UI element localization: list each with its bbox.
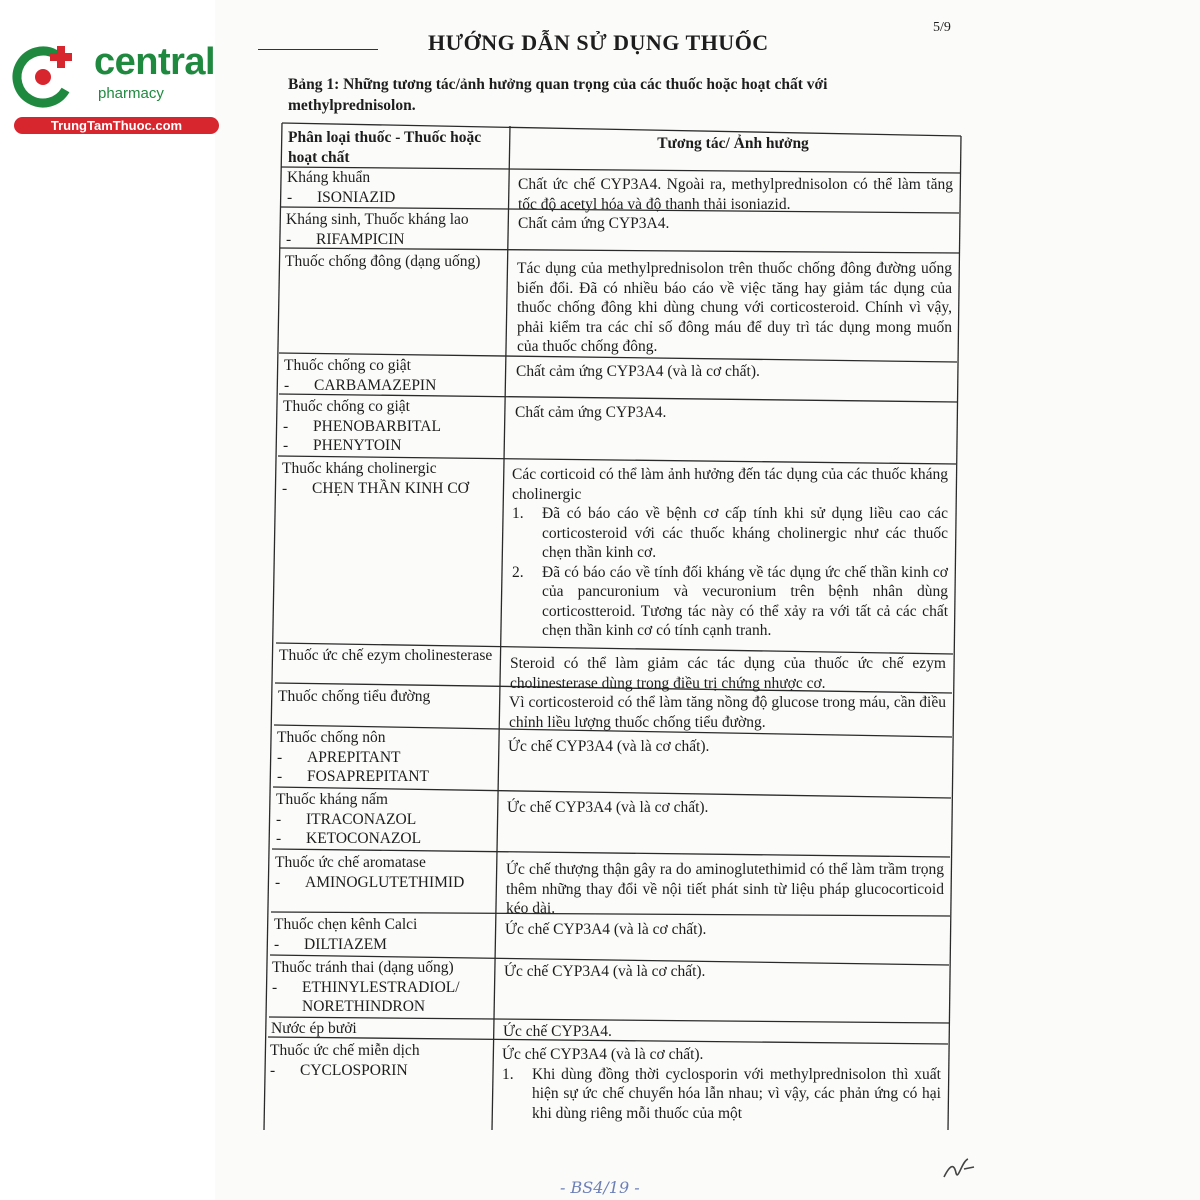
table-caption: Bảng 1: Những tương tác/ảnh hưởng quan trọng của các thuốc hoặc hoạt chất với methylprednisolon. [288,76,828,114]
table-row: Kháng khuẩn - ISONIAZID [287,168,505,207]
drug-class: Thuốc ức chế aromatase [275,854,426,871]
interaction-text: Ức chế CYP3A4 (và là cơ chất). [507,799,709,816]
drug-class: Thuốc chống nôn [277,729,386,746]
drug-class: Thuốc chống đông (dạng uống) [285,253,481,270]
table-row: Thuốc kháng cholinergic - CHẸN THẦN KINH CƠ [282,459,500,498]
interaction-text: Ức chế CYP3A4. [503,1023,612,1040]
drug-class: Thuốc chống co giật [283,398,410,415]
table-row: Thuốc kháng nấm - ITRACONAZOL - KETOCONAZOL [276,790,490,849]
drug-class: Thuốc kháng cholinergic [282,460,437,477]
interaction-text: Steroid có thể làm giảm các tác dụng của thuốc ức chế ezym cholinesterase dùng trong điều trị chứng nhược cơ. [510,655,946,692]
drug-name: KETOCONAZOL [306,830,422,847]
interaction-text: Tác dụng của methylprednisolon trên thuốc chống đông đường uống biến đổi. Đã có nhiều báo cáo về việc tăng hay giảm tác dụng của thuốc chống đông khi dùng chung với corticosteroid. Chính vì vậy, phải kiểm tra các chỉ số đông máu để duy trì tác dụng mong muốn của thuốc chống đông. [517,260,952,355]
drug-name: ETHINYLESTRADIOL/ NORETHINDRON [302,978,460,1015]
drug-name: DILTIAZEM [304,935,387,953]
table-row: Thuốc ức chế aromatase - AMINOGLUTETHIMID [275,853,489,892]
interaction-text: Ức chế CYP3A4 (và là cơ chất). [502,1046,704,1063]
table-row: Thuốc chống co giật - PHENOBARBITAL - PHENYTOIN [283,397,501,456]
logo-name: central [94,41,216,83]
table-row: Các corticoid có thể làm ảnh hưởng đến tác dụng của các thuốc kháng cholinergic 1. Đã có báo cáo về bệnh cơ cấp tính khi sử dụng liều cao các corticosteroid với các thuốc kháng cholinergic như các thuốc chẹn thần kinh cơ. 2. Đã có báo cáo về tính đối kháng về tác dụng ức chế thần kinh cơ của pancuronium và vecuronium trên bệnh nhân dùng corticostteroid. Tương tác này có thể xảy ra với tất cả các chất chẹn thần kinh cơ có tính cạnh tranh. [512,466,948,639]
drug-name: CARBAMAZEPIN [314,376,437,394]
interaction-text: Vì corticosteroid có thể làm tăng nồng độ glucose trong máu, cần điều chỉnh liều lượng thuốc chống tiểu đường. [509,694,946,731]
drug-name: PHENYTOIN [313,437,402,454]
table-row: Thuốc tránh thai (dạng uống) - ETHINYLESTRADIOL/ NORETHINDRON [272,958,486,1017]
drug-name: ISONIAZID [317,188,396,206]
table-row: Thuốc chống co giật - CARBAMAZEPIN [284,356,502,395]
initials-signature [940,1155,980,1185]
drug-name: ITRACONAZOL [306,810,417,828]
table-row: Thuốc chẹn kênh Calci - DILTIAZEM [274,915,488,954]
drug-name: RIFAMPICIN [316,230,405,248]
interaction-point: Khi dùng đồng thời cyclosporin với methylprednisolon thì xuất hiện sự ức chế chuyển hóa lẫn nhau; vì vậy, các phản ứng có hại khi dùng riêng mỗi thuốc của một [532,1065,941,1122]
handwritten-page-mark: - BS4/19 - [560,1178,640,1197]
drug-class: Kháng khuẩn [287,169,371,186]
interaction-text: Ức chế CYP3A4 (và là cơ chất). [508,738,710,755]
drug-name: APREPITANT [307,748,401,766]
page-number: 5/9 [933,20,951,35]
interaction-text: Chất ức chế CYP3A4. Ngoài ra, methylprednisolon có thể làm tăng tốc độ acetyl hóa và độ thanh thải isoniazid. [518,176,953,213]
logo-subtitle: pharmacy [98,85,164,102]
table-row: Thuốc chống nôn - APREPITANT - FOSAPREPITANT [277,728,491,787]
interaction-text: Ức chế CYP3A4 (và là cơ chất). [504,963,706,980]
table-row: Thuốc ức chế miễn dịch - CYCLOSPORIN [270,1041,484,1080]
drug-class: Thuốc tránh thai (dạng uống) [272,959,454,976]
drug-name: FOSAPREPITANT [307,768,429,785]
logo-website[interactable]: TrungTamThuoc.com [14,117,219,134]
interaction-text: Ức chế CYP3A4 (và là cơ chất). [505,921,707,938]
interaction-text: Các corticoid có thể làm ảnh hưởng đến tác dụng của các thuốc kháng cholinergic [512,466,948,503]
table-row: Ức chế CYP3A4 (và là cơ chất). 1. Khi dùng đồng thời cyclosporin với methylprednisolon thì xuất hiện sự ức chế chuyển hóa lẫn nhau; vì vậy, các phản ứng có hại khi dùng riêng mỗi thuốc của một [502,1046,941,1122]
drug-name: CHẸN THẦN KINH CƠ [312,479,469,497]
interaction-point: Đã có báo cáo về tính đối kháng về tác dụng ức chế thần kinh cơ của pancuronium và vecuronium trên bệnh nhân dùng corticostteroid. Tương tác này có thể xảy ra với tất cả các chất chẹn thần kinh cơ có tính cạnh tranh. [542,563,948,639]
drug-name: AMINOGLUTETHIMID [305,873,465,891]
drug-class: Thuốc chống tiểu đường [278,688,431,705]
drug-class: Thuốc ức chế miễn dịch [270,1042,420,1059]
drug-class: Kháng sinh, Thuốc kháng lao [286,211,469,228]
interaction-text: Chất cảm ứng CYP3A4 (và là cơ chất). [516,363,760,380]
interaction-text: Chất cảm ứng CYP3A4. [518,215,670,232]
drug-name: CYCLOSPORIN [300,1061,408,1079]
drug-name: PHENOBARBITAL [313,417,441,435]
drug-class: Thuốc ức chế ezym cholinesterase [279,647,493,664]
column-header-effect: Tương tác/ Ảnh hưởng [657,135,809,152]
column-header-drug: Phân loại thuốc - Thuốc hoặc hoạt chất [288,129,482,166]
interaction-text: Ức chế thượng thận gây ra do aminoglutethimid có thể làm trầm trọng thêm những thay đổi về nội tiết phát sinh từ liệu pháp glucocorticoid kéo dài. [506,861,944,917]
drug-class: Thuốc chống co giật [284,357,411,374]
table-row: Kháng sinh, Thuốc kháng lao - RIFAMPICIN [286,210,504,249]
drug-class: Nước ép bưởi [271,1020,357,1037]
drug-class: Thuốc kháng nấm [276,791,388,808]
interaction-text: Chất cảm ứng CYP3A4. [515,404,667,421]
interaction-point: Đã có báo cáo về bệnh cơ cấp tính khi sử dụng liều cao các corticosteroid với các thuốc kháng cholinergic như các thuốc chẹn thần kinh cơ. [542,505,948,561]
drug-class: Thuốc chẹn kênh Calci [274,916,418,933]
document-title: HƯỚNG DẪN SỬ DỤNG THUỐC [428,30,769,55]
